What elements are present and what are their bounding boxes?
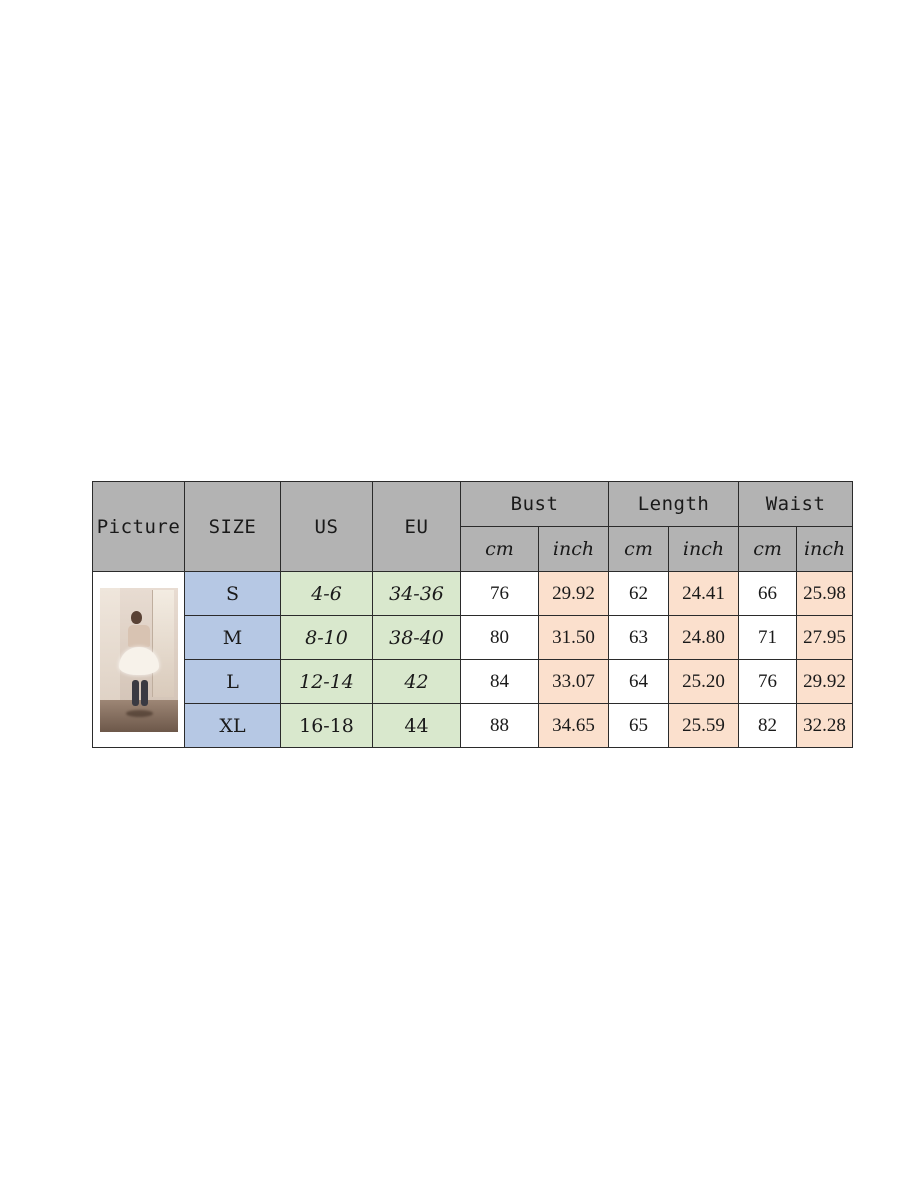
header-size: SIZE (185, 482, 281, 572)
cell-us: 16-18 (281, 704, 373, 748)
product-photo (100, 588, 178, 732)
header-bust: Bust (461, 482, 609, 527)
size-chart-table (92, 481, 853, 748)
cell-eu: 34-36 (373, 572, 461, 616)
table-row (93, 572, 853, 616)
cell-length-cm: 64 (609, 660, 669, 704)
photo-shadow (126, 710, 153, 717)
cell-bust-cm: 88 (461, 704, 539, 748)
cell-length-inch: 25.59 (669, 704, 739, 748)
header-waist-cm: cm (739, 527, 797, 572)
cell-length-inch: 24.41 (669, 572, 739, 616)
table-row (93, 660, 853, 704)
cell-eu: 44 (373, 704, 461, 748)
cell-waist-cm: 71 (739, 616, 797, 660)
cell-waist-cm: 76 (739, 660, 797, 704)
cell-waist-cm: 66 (739, 572, 797, 616)
cell-size: L (185, 660, 281, 704)
photo-door (152, 590, 175, 697)
cell-size: M (185, 616, 281, 660)
header-bust-cm: cm (461, 527, 539, 572)
cell-bust-cm: 76 (461, 572, 539, 616)
cell-length-cm: 62 (609, 572, 669, 616)
header-us: US (281, 482, 373, 572)
cell-waist-inch: 32.28 (797, 704, 853, 748)
cell-us: 8-10 (281, 616, 373, 660)
table-row (93, 616, 853, 660)
header-picture: Picture (93, 482, 185, 572)
cell-waist-inch: 29.92 (797, 660, 853, 704)
product-photo-cell (93, 572, 185, 748)
photo-model-top (128, 625, 150, 647)
cell-bust-inch: 31.50 (539, 616, 609, 660)
cell-length-inch: 24.80 (669, 616, 739, 660)
photo-model-leg-right (141, 680, 148, 706)
table-header (93, 482, 853, 572)
header-row-groups (93, 482, 853, 527)
header-waist-inch: inch (797, 527, 853, 572)
cell-size: S (185, 572, 281, 616)
cell-waist-inch: 27.95 (797, 616, 853, 660)
header-bust-inch: inch (539, 527, 609, 572)
cell-waist-cm: 82 (739, 704, 797, 748)
cell-size: XL (185, 704, 281, 748)
cell-bust-inch: 34.65 (539, 704, 609, 748)
table-row (93, 704, 853, 748)
cell-length-inch: 25.20 (669, 660, 739, 704)
header-length-inch: inch (669, 527, 739, 572)
cell-us: 12-14 (281, 660, 373, 704)
cell-bust-inch: 33.07 (539, 660, 609, 704)
photo-model-head (131, 611, 142, 624)
header-length: Length (609, 482, 739, 527)
cell-us: 4-6 (281, 572, 373, 616)
cell-bust-cm: 80 (461, 616, 539, 660)
cell-waist-inch: 25.98 (797, 572, 853, 616)
cell-bust-cm: 84 (461, 660, 539, 704)
size-chart-container (92, 481, 852, 748)
header-eu: EU (373, 482, 461, 572)
cell-eu: 42 (373, 660, 461, 704)
header-length-cm: cm (609, 527, 669, 572)
cell-length-cm: 63 (609, 616, 669, 660)
photo-model-leg-left (132, 680, 139, 706)
cell-bust-inch: 29.92 (539, 572, 609, 616)
table-body (93, 572, 853, 748)
cell-length-cm: 65 (609, 704, 669, 748)
header-waist: Waist (739, 482, 853, 527)
cell-eu: 38-40 (373, 616, 461, 660)
